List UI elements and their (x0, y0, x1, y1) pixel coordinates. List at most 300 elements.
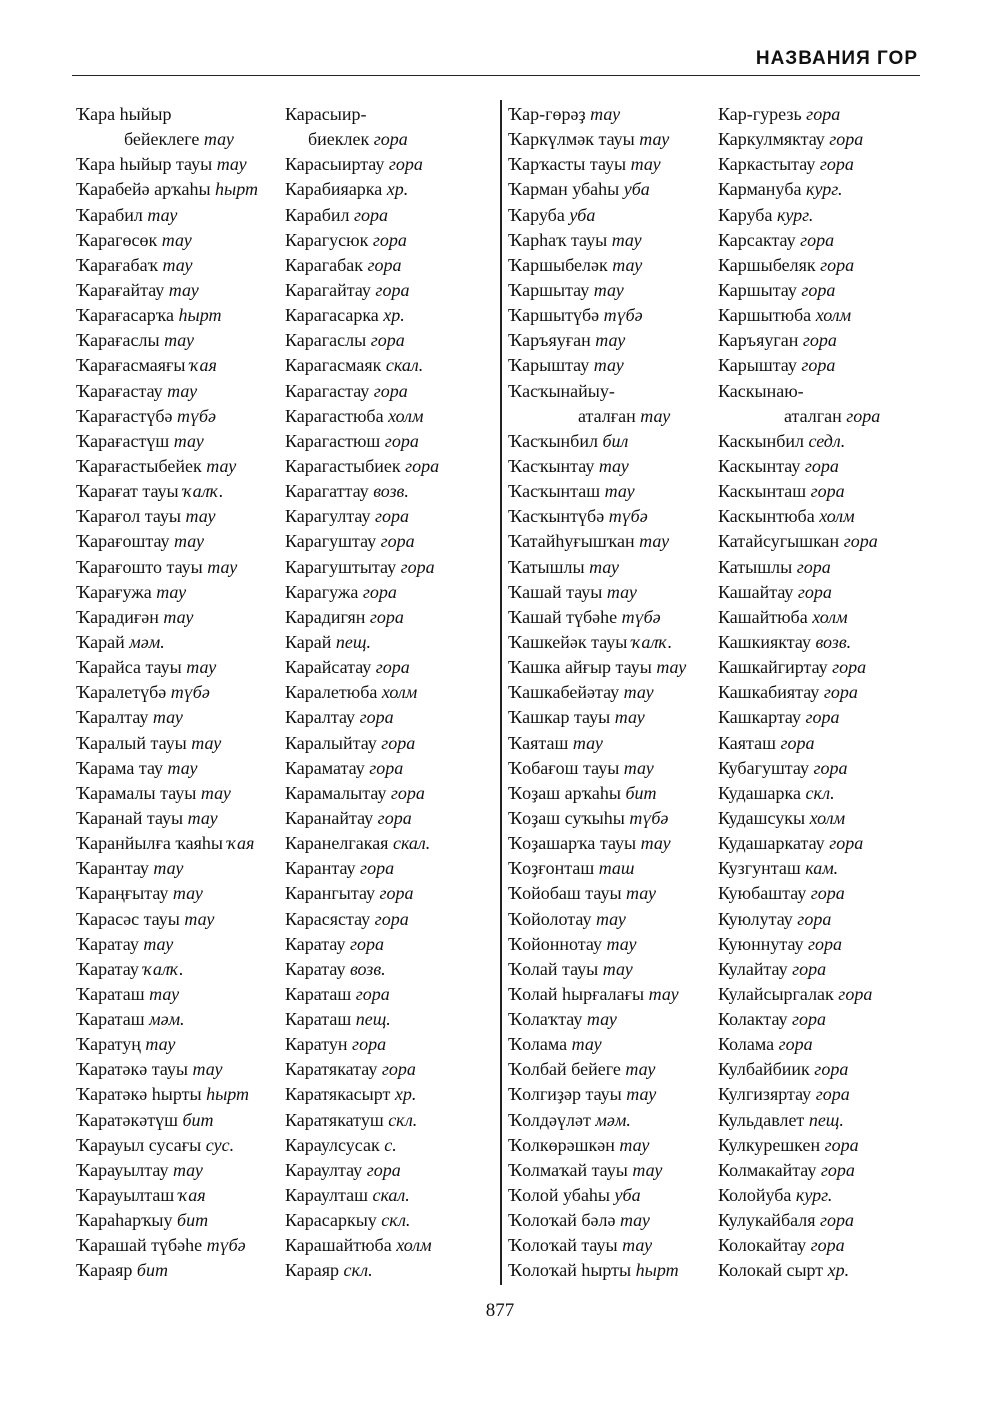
bashkir-name (76, 580, 186, 605)
entry-row (508, 1233, 928, 1258)
russian-name-text: Колокай сырт (718, 1260, 824, 1281)
russian-name-text: Карагастюба (285, 405, 384, 426)
bashkir-name-text: Ҡасҡынташ (508, 481, 601, 502)
russian-name (285, 806, 412, 831)
bashkir-name (76, 429, 204, 454)
entry-row (508, 102, 928, 127)
bashkir-name (76, 1208, 208, 1233)
russian-name (718, 127, 863, 152)
entry-row (508, 630, 928, 655)
bashkir-type: тау (606, 581, 637, 602)
bashkir-name-text: Ҡоҙаш арҡаһы (508, 782, 621, 803)
russian-name (718, 781, 835, 806)
russian-type: гора (823, 682, 858, 703)
bashkir-type: тау (586, 1009, 617, 1030)
bashkir-type: бит (136, 1260, 168, 1281)
russian-type: гора (373, 129, 408, 150)
entry-row (508, 479, 928, 504)
bashkir-name-text: Ҡаршытүбә (508, 305, 600, 326)
russian-name (718, 982, 872, 1007)
bashkir-type: ҡалҡ. (631, 631, 673, 652)
russian-type: гора (797, 581, 832, 602)
bashkir-name (76, 856, 183, 881)
entry-row (76, 228, 496, 253)
russian-name (285, 303, 405, 328)
russian-name (718, 1032, 813, 1057)
bashkir-name-text: аталған (578, 405, 636, 426)
russian-type: гора (374, 908, 409, 929)
russian-type: гора (800, 229, 835, 250)
bashkir-name (508, 479, 635, 504)
bashkir-type: тау (640, 405, 671, 426)
russian-name (718, 429, 845, 454)
russian-type: гора (829, 129, 864, 150)
bashkir-name-text: Ҡасҡынбил (508, 430, 598, 451)
russian-name-text: Каръяуган (718, 330, 799, 351)
bashkir-name-text: Ҡаратәкә тауы (76, 1059, 188, 1080)
bashkir-name-text: Ҡашкар тауы (508, 707, 611, 728)
russian-type: возв. (815, 631, 852, 652)
bashkir-name (76, 680, 210, 705)
bashkir-name-text: Ҡоҙғонташ (508, 858, 595, 879)
russian-name-text: Кулбайбиик (718, 1059, 810, 1080)
russian-name-text: Карсактау (718, 229, 796, 250)
russian-type: гора (384, 430, 419, 451)
bashkir-type: тау (623, 682, 654, 703)
russian-type: гора (381, 1059, 416, 1080)
bashkir-name (76, 1158, 203, 1183)
russian-name (718, 957, 826, 982)
russian-name (285, 680, 417, 705)
russian-name (285, 1108, 417, 1133)
entry-row (508, 1133, 928, 1158)
entry-row (76, 1208, 496, 1233)
bashkir-type: тау (598, 455, 629, 476)
bashkir-name (508, 932, 636, 957)
russian-type: седл. (808, 430, 846, 451)
russian-type: гора (832, 657, 867, 678)
entry-row (508, 152, 928, 177)
bashkir-name-text: Ҡарыштау (508, 355, 590, 376)
russian-name-text: Кулукайбаля (718, 1210, 816, 1231)
bashkir-type: тау (626, 883, 657, 904)
russian-name-text: Карасястау (285, 908, 371, 929)
russian-name (285, 1032, 386, 1057)
russian-type: гора (354, 204, 389, 225)
russian-name (285, 932, 384, 957)
russian-name-text: Караулсусак (285, 1134, 380, 1155)
russian-type: холм (815, 305, 852, 326)
bashkir-name-text: Ҡаранай тауы (76, 807, 184, 828)
russian-name-text: Кашайтюба (718, 606, 808, 627)
bashkir-name-text: Ҡарамалы тауы (76, 782, 197, 803)
russian-name (285, 404, 424, 429)
russian-name (285, 102, 366, 127)
russian-type: гора (801, 355, 836, 376)
bashkir-name-text: Ҡарама тау (76, 757, 164, 778)
bashkir-name (76, 504, 216, 529)
bashkir-name (76, 1108, 214, 1133)
bashkir-name-text: Ҡойолотау (508, 908, 592, 929)
bashkir-name (508, 1233, 652, 1258)
russian-name (285, 1057, 416, 1082)
russian-type: гора (375, 657, 410, 678)
russian-type: скал. (392, 833, 431, 854)
entry-row (76, 303, 496, 328)
bashkir-type: тау (162, 254, 193, 275)
bashkir-name (76, 479, 224, 504)
bashkir-name (76, 756, 198, 781)
entry-row (508, 1057, 928, 1082)
entry-row (76, 278, 496, 303)
bashkir-name-text: Ҡолама (508, 1034, 568, 1055)
bashkir-type: һырт (206, 1084, 250, 1105)
entry-row (76, 806, 496, 831)
entry-row (508, 907, 928, 932)
russian-name (285, 705, 394, 730)
russian-name (718, 1133, 859, 1158)
russian-type: гора (797, 908, 832, 929)
bashkir-type: ҡалҡ. (143, 958, 184, 979)
russian-name-text: Кудашарка (718, 782, 801, 803)
bashkir-name-text: Ҡарай (76, 631, 125, 652)
bashkir-type: тау (589, 556, 620, 577)
russian-name-text: Карасыир- (285, 104, 367, 124)
bashkir-name (76, 454, 236, 479)
bashkir-type: бит (177, 1210, 209, 1231)
russian-type: гора (802, 330, 837, 351)
bashkir-type: уба (569, 204, 596, 225)
bashkir-name-text: Ҡарағабаҡ (76, 254, 158, 275)
bashkir-name (76, 228, 192, 253)
russian-type: пещ. (355, 1009, 391, 1030)
bashkir-name (508, 353, 624, 378)
entry-row (76, 328, 496, 353)
bashkir-name (76, 404, 216, 429)
russian-name (718, 907, 831, 932)
russian-type: скл. (343, 1260, 373, 1281)
bashkir-type: тау (187, 807, 218, 828)
russian-type: гора (373, 380, 408, 401)
bashkir-name (508, 680, 654, 705)
entry-row (76, 353, 496, 378)
bashkir-name-text: Ҡаралтау (76, 707, 149, 728)
russian-type: возв. (373, 481, 409, 502)
entry-row (76, 479, 496, 504)
bashkir-type: тау (167, 757, 198, 778)
bashkir-name (508, 203, 595, 228)
russian-name-text: Каршыбеляк (718, 254, 816, 275)
russian-name (718, 278, 835, 303)
bashkir-type: тау (572, 732, 603, 753)
bashkir-name-text: Ҡараяр (76, 1260, 133, 1281)
russian-name-text: Карагусюк (285, 229, 369, 250)
russian-type: гора (369, 606, 404, 627)
russian-name (285, 907, 409, 932)
russian-type: гора (792, 958, 827, 979)
bashkir-name-text: бейеклеге (124, 129, 200, 150)
entry-row (76, 932, 496, 957)
russian-name-text: Катышлы (718, 556, 793, 577)
bashkir-type: һырт (215, 179, 258, 200)
entry-row (508, 303, 928, 328)
russian-type: холм (819, 506, 855, 527)
bashkir-type: тау (595, 908, 626, 929)
entry-row (508, 1183, 928, 1208)
russian-name-text: Каратякатуш (285, 1109, 384, 1130)
russian-name-text: Каратякасырт (285, 1084, 391, 1105)
russian-type: гора (810, 481, 845, 502)
russian-name-text: Караулташ (285, 1185, 368, 1206)
bashkir-name-text: Ҡарагөсөк (76, 229, 158, 250)
russian-type: гора (352, 1034, 387, 1055)
russian-type: скл. (388, 1109, 418, 1130)
bashkir-name (76, 605, 193, 630)
russian-type: гора (400, 556, 435, 577)
entry-row (508, 278, 928, 303)
bashkir-name-text: Ҡолай һырғалағы (508, 983, 645, 1004)
russian-type: гора (801, 279, 836, 300)
entry-row (76, 1133, 496, 1158)
bashkir-name-text: Ҡасҡынтүбә (508, 506, 605, 527)
entry-row (76, 1233, 496, 1258)
bashkir-name-text: Ҡоҙаш суҡыһы (508, 807, 625, 828)
bashkir-name (508, 228, 642, 253)
bashkir-name (76, 253, 192, 278)
russian-type: кург. (806, 179, 843, 200)
russian-type: гора (355, 983, 390, 1004)
russian-name-text: Кар-гурезь (718, 104, 802, 124)
bashkir-type: түбә (621, 606, 661, 627)
entry-row (508, 781, 928, 806)
bashkir-type: тау (602, 958, 633, 979)
russian-name (285, 1183, 410, 1208)
bashkir-name-text: Ҡашкейәк тауы (508, 631, 628, 652)
russian-type: холм (388, 405, 424, 426)
russian-name-text: Кулкурешкен (718, 1134, 821, 1155)
russian-name (718, 1208, 854, 1233)
bashkir-name (508, 278, 624, 303)
bashkir-name-text: Ҡаршытау (508, 279, 590, 300)
entry-row (508, 680, 928, 705)
bashkir-name-text: Ҡарағастүбә (76, 405, 173, 426)
bashkir-name-text: Ҡолоҡай һырты (508, 1260, 632, 1281)
bashkir-name-text: Ҡасҡынайыу- (508, 380, 615, 401)
bashkir-name-text: Ҡаршыбеләк (508, 254, 608, 275)
bashkir-type: тау (648, 983, 679, 1004)
russian-name-text: Карай (285, 631, 332, 652)
bashkir-name (76, 881, 203, 906)
bashkir-name-text: Ҡара һыйыр (76, 104, 172, 124)
russian-type: с. (384, 1134, 397, 1155)
russian-type: гора (805, 707, 840, 728)
bashkir-type: тау (626, 1084, 657, 1105)
russian-type: скал. (372, 1185, 410, 1206)
russian-name (285, 1082, 416, 1107)
bashkir-name-text: Ҡарағасмаяғы (76, 355, 186, 376)
bashkir-name-text: Ҡойобаш тауы (508, 883, 622, 904)
russian-name-text: Каралтау (285, 707, 356, 728)
bashkir-type: тау (191, 732, 222, 753)
russian-type: хр. (827, 1260, 850, 1281)
russian-name-text: Каранайтау (285, 807, 374, 828)
russian-name (718, 328, 837, 353)
russian-name (285, 429, 419, 454)
entry-row (508, 555, 928, 580)
bashkir-type: ҡалҡ. (183, 481, 224, 502)
bashkir-type: тау (623, 757, 654, 778)
entry-row (76, 831, 496, 856)
russian-name (718, 454, 839, 479)
bashkir-name-text: Ҡарағайтау (76, 279, 165, 300)
russian-name-text: Каратау (285, 933, 346, 954)
russian-type: гора (814, 1059, 849, 1080)
bashkir-name (76, 1133, 234, 1158)
bashkir-name (76, 177, 258, 202)
entry-row (76, 1183, 496, 1208)
bashkir-type: тау (604, 481, 635, 502)
russian-name (285, 731, 415, 756)
russian-name-text: Карагастыбиек (285, 455, 401, 476)
russian-name (285, 605, 404, 630)
russian-name (285, 1007, 391, 1032)
russian-name-text: Каралетюба (285, 682, 378, 703)
bashkir-name (508, 328, 625, 353)
russian-name-text: Колактау (718, 1009, 788, 1030)
russian-type: скал. (385, 355, 424, 376)
russian-type: холм (396, 1235, 432, 1256)
bashkir-name-text: Ҡарауылтау (76, 1159, 169, 1180)
bashkir-type: тау (625, 1059, 656, 1080)
entry-row (76, 605, 496, 630)
bashkir-name (76, 278, 199, 303)
russian-name-text: Кудашаркатау (718, 833, 825, 854)
russian-name-text: Кашкайгиртау (718, 657, 828, 678)
russian-name-text: Каршытау (718, 279, 797, 300)
bashkir-name (578, 404, 670, 429)
russian-type: хр. (394, 1084, 417, 1105)
russian-name (285, 982, 390, 1007)
page-title: НАЗВАНИЯ ГОР (755, 48, 918, 69)
bashkir-name-text: Ҡарман убаһы (508, 179, 620, 200)
russian-name-text: Катайсугышкан (718, 531, 840, 552)
russian-name (285, 881, 414, 906)
entry-row (76, 379, 496, 404)
russian-name (285, 278, 409, 303)
entry-row (76, 127, 496, 152)
bashkir-type: тау (639, 129, 670, 150)
entry-row (508, 1032, 928, 1057)
bashkir-type: тау (152, 707, 183, 728)
russian-name (718, 203, 813, 228)
bashkir-name (508, 1057, 655, 1082)
bashkir-type: тау (174, 531, 205, 552)
bashkir-name-text: Ҡолкөрәшкән (508, 1134, 615, 1155)
russian-name-text: Каскынбил (718, 430, 804, 451)
bashkir-type: түбә (177, 405, 217, 426)
russian-type: гора (810, 883, 845, 904)
russian-type: возв. (349, 958, 386, 979)
bashkir-name (508, 957, 633, 982)
russian-type: хр. (386, 179, 409, 200)
entry-row (508, 504, 928, 529)
bashkir-name-text: Ҡашай тауы (508, 581, 603, 602)
entry-row (76, 907, 496, 932)
russian-name (718, 1233, 845, 1258)
russian-type: гора (780, 732, 815, 753)
russian-type: гора (379, 883, 414, 904)
bashkir-name-text: Ҡарайса тауы (76, 657, 182, 678)
russian-name (718, 1158, 855, 1183)
bashkir-type: түбә (603, 305, 643, 326)
bashkir-name-text: Ҡарағол тауы (76, 506, 182, 527)
bashkir-name (508, 756, 654, 781)
bashkir-name-text: Ҡара һыйыр тауы (76, 154, 213, 175)
russian-name-text: Карадигян (285, 606, 366, 627)
entry-row (76, 1032, 496, 1057)
bashkir-name-text: Ҡаяташ (508, 732, 569, 753)
russian-name (285, 1158, 401, 1183)
bashkir-name-text: Ҡашка айғыр тауы (508, 657, 652, 678)
bashkir-name-text: Ҡарағасарҡа (76, 305, 174, 326)
russian-name (718, 228, 834, 253)
bashkir-type: тау (200, 782, 231, 803)
bashkir-name (508, 731, 603, 756)
russian-name-text: Каскынтюба (718, 506, 815, 527)
russian-name (718, 1258, 849, 1283)
russian-name (285, 781, 425, 806)
bashkir-name-text: Ҡолой убаһы (508, 1185, 611, 1206)
bashkir-name (508, 1032, 602, 1057)
bashkir-name (508, 1208, 650, 1233)
russian-type: гора (349, 933, 384, 954)
russian-name (718, 253, 854, 278)
bashkir-name (508, 1158, 662, 1183)
entry-row (508, 328, 928, 353)
russian-name (718, 379, 804, 404)
bashkir-type: тау (632, 1159, 663, 1180)
russian-type: гора (372, 229, 407, 250)
russian-name-text: Каруба (718, 204, 773, 225)
entry-row (508, 127, 928, 152)
bashkir-type: сус. (205, 1134, 235, 1155)
entry-row (508, 429, 928, 454)
bashkir-name-text: Ҡараһарҡыу (76, 1210, 173, 1231)
entry-row (508, 529, 928, 554)
entry-row (76, 731, 496, 756)
russian-name-text: Карагужа (285, 581, 359, 602)
russian-name-text: Карасыиртау (285, 154, 385, 175)
bashkir-name (76, 1258, 168, 1283)
russian-type: кам. (805, 858, 839, 879)
russian-name-text: Кулайтау (718, 958, 788, 979)
russian-type: гора (820, 1159, 855, 1180)
bashkir-type: тау (185, 506, 216, 527)
bashkir-name-text: Ҡарауыл сусағы (76, 1134, 202, 1155)
bashkir-name-text: Ҡаранйылға ҡаяһы (76, 833, 224, 854)
russian-name-text: Карашайтюба (285, 1235, 392, 1256)
russian-type: гора (838, 983, 873, 1004)
russian-name-text: Карагуштытау (285, 556, 397, 577)
entry-row (76, 1108, 496, 1133)
bashkir-type: тау (619, 1210, 650, 1231)
entry-row (508, 454, 928, 479)
entry-row (76, 177, 496, 202)
bashkir-name (76, 328, 194, 353)
bashkir-type: тау (571, 1034, 602, 1055)
russian-name-text: Кудашсукы (718, 807, 806, 828)
entry-row (76, 504, 496, 529)
